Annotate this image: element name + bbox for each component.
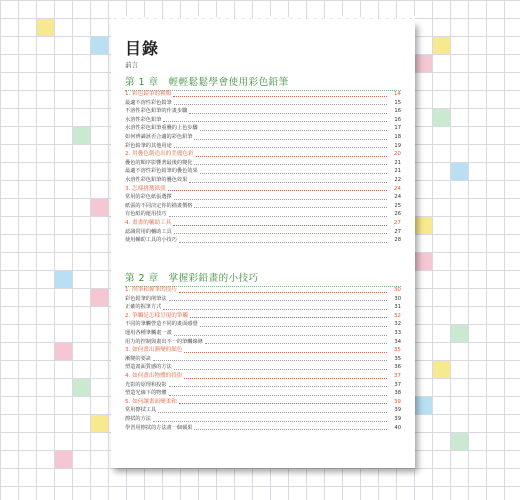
toc-entry[interactable] [125,159,401,168]
dot-leader [179,403,387,404]
chapter-1-heading: 第 1 章 輕輕鬆鬆學會使用彩色鉛筆 [125,74,401,91]
page-number: 27 [393,219,401,226]
toc-entry[interactable] [125,116,401,125]
dot-leader [189,182,387,183]
entry-title: 不同的筆觸營造不同的畫面感覺 [125,321,198,328]
entry-title: 認識常用的輔助工具 [125,228,172,235]
toc-entry[interactable] [125,415,401,424]
entry-title: 擦拭的方法 [125,415,151,422]
page-number: 15 [394,99,401,106]
entry-title: 疊色的順序影響著最後的變化 [125,159,193,166]
dot-leader [174,233,387,234]
dot-leader [173,225,387,226]
chapter-1-entries [125,90,401,245]
page-number: 24 [394,194,401,201]
dot-leader [194,139,387,140]
page-number: 32 [394,321,401,328]
toc-entry[interactable] [125,107,401,116]
dot-leader [179,242,387,243]
dot-leader [169,216,387,217]
dot-leader [169,300,387,301]
page-title: 目錄 [125,39,160,58]
page-number: 39 [393,398,401,405]
toc-entry[interactable] [125,176,401,185]
decor-square [415,55,432,72]
entry-title: 水溶性彩色鉛筆 [125,116,162,123]
dot-leader [200,173,387,174]
decor-square [55,451,72,468]
page-number: 35 [394,355,401,362]
page-number: 37 [393,372,401,379]
toc-entry[interactable] [125,99,401,108]
entry-title: 漸變的要訣 [125,355,151,362]
entry-title: 3. 如何畫出漸變的顏色 [125,347,183,354]
entry-title: 1. 削筆和握筆的技巧 [125,287,177,293]
toc-entry[interactable] [125,167,401,176]
dot-leader [194,164,387,165]
toc-entry[interactable] [125,424,401,433]
entry-title: 塑造光線下的物體 [125,390,167,397]
page-number: 16 [394,108,401,115]
decor-square [91,37,108,54]
toc-entry[interactable] [125,406,401,415]
page-number: 17 [394,125,401,132]
entry-title: 水溶性彩色鉛筆重疊的上色步驟 [125,125,198,132]
page-number: 22 [394,176,401,183]
entry-title: 不溶性彩色鉛筆的作畫步驟 [125,108,188,115]
page-number: 37 [394,381,401,388]
toc-section-entry[interactable] [125,312,401,321]
entry-title: 彩色鉛筆的削筆法 [125,295,167,302]
entry-title: 常用的彩色紙張選擇 [125,194,172,201]
decor-square [451,163,468,180]
toc-section-entry[interactable] [125,286,401,295]
toc-entry[interactable] [125,228,401,237]
page-number: 30 [393,287,401,293]
decor-square [73,127,90,144]
entry-title: 用力的控制與畫出不一的筆觸線條 [125,338,203,345]
dot-leader [190,317,387,318]
toc-entry[interactable] [125,210,401,219]
dot-leader [158,412,387,413]
dot-leader [163,121,387,122]
entry-title: 最適不溶性彩色鉛筆的疊色效果 [125,168,198,175]
page-number: 19 [394,142,401,149]
page-number: 14 [393,91,401,97]
toc-entry[interactable] [125,202,401,211]
torn-edge [111,16,415,24]
toc-entry[interactable] [125,236,401,245]
preface-entry: 前言 [125,61,138,69]
page-number: 34 [394,338,401,345]
toc-entry[interactable] [125,338,401,347]
entry-title: 如何辨識該否合適的彩色鉛筆 [125,133,193,140]
page-number: 18 [394,133,401,140]
dot-leader [174,199,387,200]
page-number: 16 [394,116,401,123]
decor-square [433,361,450,378]
decor-square [451,433,468,450]
page-number: 21 [394,159,401,166]
dot-leader [184,352,387,353]
dot-leader [174,335,387,336]
entry-title: 3. 怎樣挑選紙張 [125,185,166,192]
toc-entry[interactable] [125,329,401,338]
toc-entry[interactable] [125,363,401,372]
dot-leader [194,429,387,430]
toc-section-entry[interactable] [125,372,401,381]
entry-title: 5. 如何讓畫面變柔和 [125,398,177,405]
entry-title: 有色紙的運用技巧 [125,211,167,218]
decor-square [415,397,432,414]
decor-square [91,415,108,432]
toc-entry[interactable] [125,381,401,390]
decor-square [415,253,432,270]
dot-leader [174,147,387,148]
dot-leader [168,190,387,191]
dot-leader [184,378,387,379]
dot-leader [169,395,387,396]
decor-square [433,109,450,126]
entry-title: 最適不溶性彩色鉛筆 [125,99,172,106]
dot-leader [205,343,387,344]
page-number: 32 [393,312,401,319]
dot-leader [194,207,387,208]
toc-entry[interactable] [125,133,401,142]
decor-square [55,343,72,360]
dot-leader [189,113,387,114]
toc-section-entry[interactable] [125,346,401,355]
toc-entry[interactable] [125,389,401,398]
entry-title: 紙張的不同決定你的描畫價格 [125,202,193,209]
entry-title: 4. 如何畫出物體的投影 [125,372,183,379]
entry-title: 學習用擦拭的方法畫一個蘋果 [125,424,193,431]
page-number: 30 [394,295,401,302]
entry-title: 運用各種筆觸畫一畫 [125,329,172,336]
page-number: 33 [394,329,401,336]
page-number: 21 [394,168,401,175]
decor-square [433,37,450,54]
toc-section-entry[interactable] [125,185,401,194]
toc-section-entry[interactable] [125,219,401,228]
page-number: 26 [394,211,401,218]
page-number: 35 [393,347,401,354]
dot-leader [153,421,387,422]
dot-leader [169,386,387,387]
dot-leader [196,156,387,157]
toc-entry[interactable] [125,142,401,151]
chapter-2-heading: 第 2 章 掌握彩鉛畫的小技巧 [125,270,401,287]
dot-leader [200,130,387,131]
toc-page [111,22,415,468]
page-number: 27 [394,228,401,235]
entry-title: 光影的原理和投影 [125,381,167,388]
toc-entry[interactable] [125,320,401,329]
toc-entry[interactable] [125,124,401,133]
dot-leader [179,292,387,293]
toc-entry[interactable] [125,193,401,202]
toc-entry[interactable] [125,303,401,312]
page-number: 39 [394,407,401,414]
toc-section-entry[interactable] [125,398,401,407]
entry-title: 2. 筆觸是怎樣呈現的筆觸 [125,312,189,319]
decor-square [37,19,54,36]
dot-leader [174,369,387,370]
toc-section-entry[interactable] [125,150,401,159]
decor-square [55,271,72,288]
entry-title: 2. 用疊色創造出的美麗色彩 [125,151,194,158]
page-number: 38 [394,390,401,397]
toc-section-entry[interactable] [125,90,401,99]
page-number: 39 [394,415,401,422]
entry-title: 彩色鉛筆的其他用途 [125,142,172,149]
entry-title: 塑造畫面質感的方法 [125,364,172,371]
page-number: 36 [394,364,401,371]
decor-square [73,379,90,396]
page-number: 40 [394,424,401,431]
decor-square [415,217,432,234]
decor-square [451,325,468,342]
page-number: 25 [394,202,401,209]
decor-square [91,289,108,306]
page-number: 31 [394,304,401,311]
entry-title: 水溶性彩色鉛筆的疊色效果 [125,176,188,183]
entry-title: 正確的握筆方式 [125,304,162,311]
page-number: 24 [393,185,401,192]
entry-title: 使用輔助工具的小技巧 [125,237,177,244]
toc-entry[interactable] [125,295,401,304]
entry-title: 常用擦拭工具 [125,407,157,414]
page-number: 20 [393,151,401,158]
dot-leader [174,104,387,105]
dot-leader [153,360,387,361]
toc-entry[interactable] [125,355,401,364]
dot-leader [173,96,387,97]
dot-leader [200,326,387,327]
entry-title: 4. 畫畫的輔助工具 [125,219,172,226]
decor-square [91,199,108,216]
page-number: 28 [394,237,401,244]
chapter-2-entries [125,286,401,432]
entry-title: 1. 彩色鉛筆的種類 [125,91,172,97]
dot-leader [163,309,387,310]
